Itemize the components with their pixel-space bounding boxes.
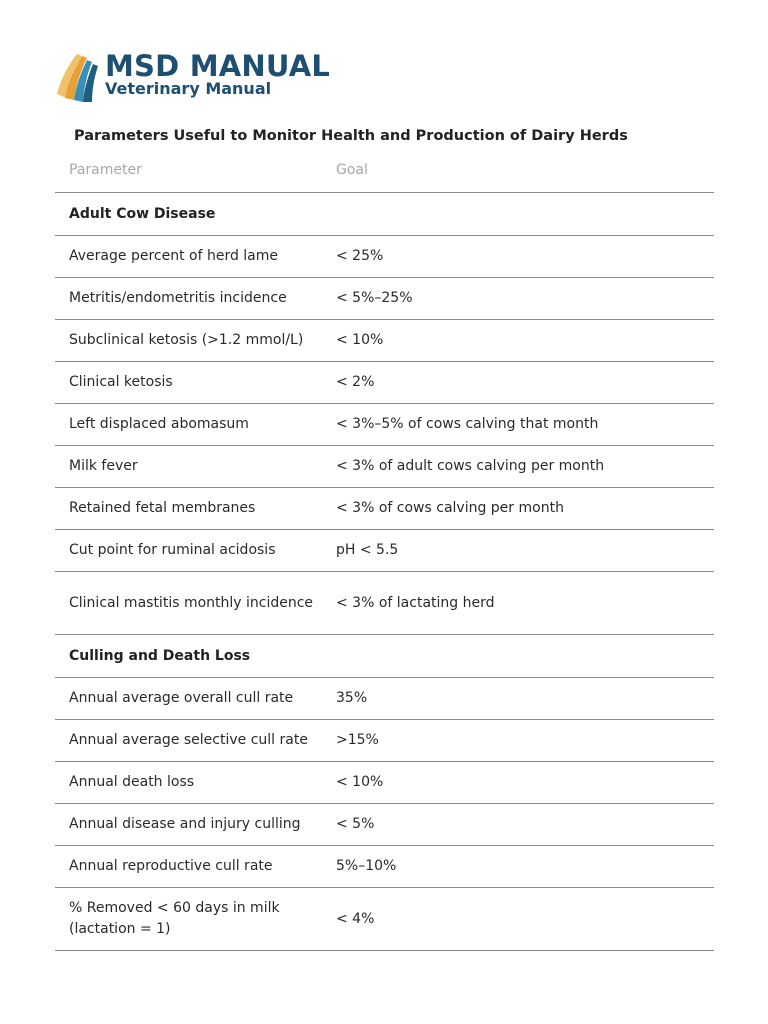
parameter-cell: % Removed < 60 days in milk (lactation = 1): [55, 888, 322, 951]
goal-cell: < 25%: [322, 236, 714, 278]
goal-cell: < 3% of adult cows calving per month: [322, 446, 714, 488]
goal-cell: < 5%: [322, 804, 714, 846]
table-row: [55, 720, 714, 762]
parameter-cell: Retained fetal membranes: [55, 488, 322, 530]
site-header: [55, 48, 475, 104]
table-row: [55, 362, 714, 404]
msd-logo-icon[interactable]: [55, 48, 103, 102]
table-row: [55, 678, 714, 720]
parameter-cell: Left displaced abomasum: [55, 404, 322, 446]
section-heading: Culling and Death Loss: [55, 635, 714, 678]
column-header-goal: Goal: [322, 149, 714, 193]
table-header-row: [55, 149, 714, 193]
goal-cell: < 3%–5% of cows calving that month: [322, 404, 714, 446]
parameters-table: [55, 149, 714, 951]
table-row: [55, 530, 714, 572]
parameter-cell: Milk fever: [55, 446, 322, 488]
table-row: [55, 446, 714, 488]
parameter-cell: Annual death loss: [55, 762, 322, 804]
table-row: [55, 236, 714, 278]
goal-cell: 5%–10%: [322, 846, 714, 888]
table-row: [55, 572, 714, 635]
goal-cell: < 3% of cows calving per month: [322, 488, 714, 530]
section-row: [55, 635, 714, 678]
goal-cell: < 10%: [322, 762, 714, 804]
parameter-cell: Annual average overall cull rate: [55, 678, 322, 720]
table-row: [55, 762, 714, 804]
goal-cell: pH < 5.5: [322, 530, 714, 572]
goal-cell: < 2%: [322, 362, 714, 404]
table-row: [55, 804, 714, 846]
section-row: [55, 193, 714, 236]
parameter-cell: Metritis/endometritis incidence: [55, 278, 322, 320]
parameter-cell: Subclinical ketosis (>1.2 mmol/L): [55, 320, 322, 362]
table-row: [55, 278, 714, 320]
table-row: [55, 488, 714, 530]
parameter-cell: Clinical ketosis: [55, 362, 322, 404]
column-header-parameter: Parameter: [55, 149, 322, 193]
section-heading: Adult Cow Disease: [55, 193, 714, 236]
table-row: [55, 846, 714, 888]
table-title: Parameters Useful to Monitor Health and Production of Dairy Herds: [74, 128, 628, 144]
brand-subtitle[interactable]: Veterinary Manual: [105, 79, 272, 98]
brand-name[interactable]: MSD MANUAL: [105, 49, 331, 83]
goal-cell: < 3% of lactating herd: [322, 572, 714, 635]
goal-cell: < 4%: [322, 888, 714, 951]
parameter-cell: Clinical mastitis monthly incidence: [55, 572, 322, 635]
goal-cell: 35%: [322, 678, 714, 720]
goal-cell: < 10%: [322, 320, 714, 362]
parameter-cell: Annual average selective cull rate: [55, 720, 322, 762]
table-row: [55, 888, 714, 951]
parameter-cell: Cut point for ruminal acidosis: [55, 530, 322, 572]
goal-cell: >15%: [322, 720, 714, 762]
parameter-cell: Annual disease and injury culling: [55, 804, 322, 846]
table-row: [55, 404, 714, 446]
table-row: [55, 320, 714, 362]
parameter-cell: Annual reproductive cull rate: [55, 846, 322, 888]
goal-cell: < 5%–25%: [322, 278, 714, 320]
parameter-cell: Average percent of herd lame: [55, 236, 322, 278]
